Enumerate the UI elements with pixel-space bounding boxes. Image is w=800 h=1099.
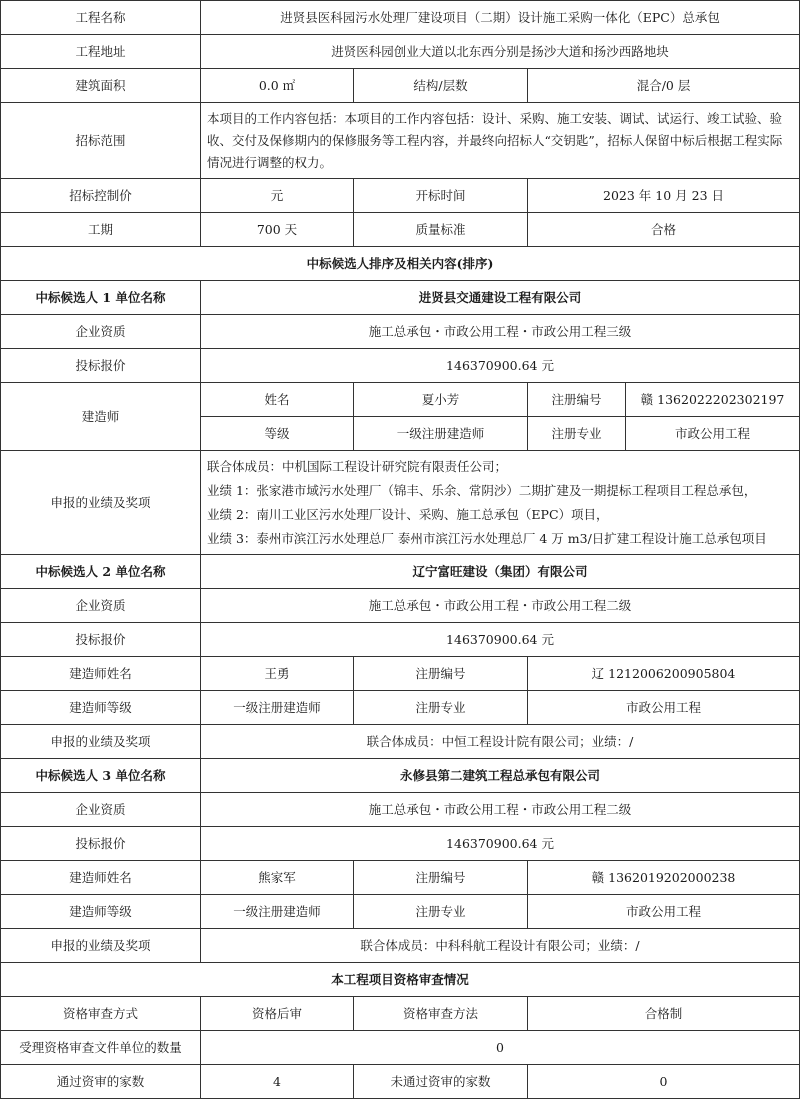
candidate1-reg-no: 赣 1362022202302197: [626, 383, 800, 417]
candidate3-major: 市政公用工程: [528, 895, 800, 929]
candidate3-bid-label: 投标报价: [1, 827, 201, 861]
area-value: 0.0 ㎡: [201, 69, 354, 103]
area-row: [1, 69, 800, 103]
candidate2-reg-no: 辽 1212006200905804: [528, 657, 800, 691]
candidate3-qual-label: 企业资质: [1, 793, 201, 827]
candidate2-perf-label: 申报的业绩及奖项: [1, 725, 201, 759]
project-name-row: [1, 1, 800, 35]
candidate2-major-label: 注册专业: [354, 691, 528, 725]
candidate1-perf-line: 业绩 2：南川工业区污水处理厂设计、采购、施工总承包（EPC）项目，: [207, 506, 609, 522]
candidate1-title-label: 中标候选人 1 单位名称: [1, 281, 201, 315]
candidate2-bid-label: 投标报价: [1, 623, 201, 657]
candidate2-qual-label: 企业资质: [1, 589, 201, 623]
area-label: 建筑面积: [1, 69, 201, 103]
review-header: 本工程项目资格审查情况: [1, 963, 800, 997]
candidate1-qual-label: 企业资质: [1, 315, 201, 349]
candidate3-grade-label: 建造师等级: [1, 895, 201, 929]
review-method-label: 资格审查方法: [354, 997, 528, 1031]
candidate1-bid-label: 投标报价: [1, 349, 201, 383]
candidate3-bid: 146370900.64 元: [201, 827, 800, 861]
candidate2-perf-row: [1, 725, 800, 759]
candidate2-builder-name: 王勇: [201, 657, 354, 691]
candidate1-perf: [201, 451, 800, 555]
candidate2-bid: 146370900.64 元: [201, 623, 800, 657]
candidate1-name-label: 姓名: [201, 383, 354, 417]
candidate1-builder-name: 夏小芳: [354, 383, 528, 417]
review-mode-label: 资格审查方式: [1, 997, 201, 1031]
project-name-label: 工程名称: [1, 1, 201, 35]
candidate1-bid-row: [1, 349, 800, 383]
review-received: 0: [201, 1031, 800, 1065]
review-passed-label: 通过资审的家数: [1, 1065, 201, 1099]
candidate3-reg-no: 赣 1362019202000238: [528, 861, 800, 895]
candidate3-builder-name-label: 建造师姓名: [1, 861, 201, 895]
review-received-row: [1, 1031, 800, 1065]
open-time-label: 开标时间: [354, 179, 528, 213]
candidate3-title-label: 中标候选人 3 单位名称: [1, 759, 201, 793]
review-passed: 4: [201, 1065, 354, 1099]
candidate3-perf-row: [1, 929, 800, 963]
candidate1-major: 市政公用工程: [626, 417, 800, 451]
review-failed: 0: [528, 1065, 800, 1099]
quality-value: 合格: [528, 213, 800, 247]
review-mode-row: [1, 997, 800, 1031]
candidate3-grade-row: [1, 895, 800, 929]
candidate1-major-label: 注册专业: [528, 417, 626, 451]
candidate2-perf: 联合体成员：中恒工程设计院有限公司；业绩：/: [201, 725, 800, 759]
project-address-label: 工程地址: [1, 35, 201, 69]
candidate1-perf-row: [1, 451, 800, 555]
candidate1-perf-line: 联合体成员：中机国际工程设计研究院有限责任公司；: [207, 458, 508, 474]
candidate3-qualification: 施工总承包・市政公用工程・市政公用工程二级: [201, 793, 800, 827]
candidate3-major-label: 注册专业: [354, 895, 528, 929]
candidate1-reg-label: 注册编号: [528, 383, 626, 417]
candidate3-title-row: [1, 759, 800, 793]
period-row: [1, 213, 800, 247]
project-address-value: 进贤医科园创业大道以北东西分别是扬沙大道和扬沙西路地块: [201, 35, 800, 69]
candidate3-qual-row: [1, 793, 800, 827]
candidate3-reg-label: 注册编号: [354, 861, 528, 895]
candidate2-qualification: 施工总承包・市政公用工程・市政公用工程二级: [201, 589, 800, 623]
price-row: [1, 179, 800, 213]
review-received-label: 受理资格审查文件单位的数量: [1, 1031, 201, 1065]
candidate3-builder-name: 熊家军: [201, 861, 354, 895]
structure-label: 结构/层数: [354, 69, 528, 103]
candidate1-title-row: [1, 281, 800, 315]
candidate1-perf-label: 申报的业绩及奖项: [1, 451, 201, 555]
candidate1-perf-line: 业绩 1：张家港市域污水处理厂（锦丰、乐余、常阴沙）二期扩建及一期提标工程项目工程总承包，: [207, 482, 757, 498]
candidate2-company: 辽宁富旺建设（集团）有限公司: [201, 555, 800, 589]
candidate1-grade-label: 等级: [201, 417, 354, 451]
candidate3-company: 永修县第二建筑工程总承包有限公司: [201, 759, 800, 793]
open-time-value: 2023 年 10 月 23 日: [528, 179, 800, 213]
price-value: 元: [201, 179, 354, 213]
candidate3-grade: 一级注册建造师: [201, 895, 354, 929]
candidate3-bid-row: [1, 827, 800, 861]
candidate2-title-label: 中标候选人 2 单位名称: [1, 555, 201, 589]
candidate1-qual-row: [1, 315, 800, 349]
scope-value: 本项目的工作内容包括：本项目的工作内容包括：设计、采购、施工安装、调试、试运行、竣工试验、验收、交付及保修期内的保修服务等工程内容，并最终向招标人“交钥匙”，招标人保留中标后根据工程实际情况进行调整的权力。: [201, 103, 800, 179]
quality-label: 质量标准: [354, 213, 528, 247]
review-failed-label: 未通过资审的家数: [354, 1065, 528, 1099]
candidate1-grade: 一级注册建造师: [354, 417, 528, 451]
candidate1-company: 进贤县交通建设工程有限公司: [201, 281, 800, 315]
candidate1-perf-line: 业绩 3：泰州市滨江污水处理总厂 泰州市滨江污水处理总厂 4 万 m3/日扩建工程设计施工总承包项目: [207, 530, 767, 546]
candidate2-grade-row: [1, 691, 800, 725]
candidate2-title-row: [1, 555, 800, 589]
candidate1-bid: 146370900.64 元: [201, 349, 800, 383]
review-passed-row: [1, 1065, 800, 1099]
candidate2-reg-label: 注册编号: [354, 657, 528, 691]
period-value: 700 天: [201, 213, 354, 247]
price-label: 招标控制价: [1, 179, 201, 213]
candidates-header-row: [1, 247, 800, 281]
review-method: 合格制: [528, 997, 800, 1031]
candidate2-qual-row: [1, 589, 800, 623]
project-address-row: [1, 35, 800, 69]
scope-row: [1, 103, 800, 179]
scope-label: 招标范围: [1, 103, 201, 179]
candidate3-perf-label: 申报的业绩及奖项: [1, 929, 201, 963]
candidate1-builder-label: 建造师: [1, 383, 201, 451]
candidate2-bid-row: [1, 623, 800, 657]
review-mode: 资格后审: [201, 997, 354, 1031]
candidate2-builder-name-label: 建造师姓名: [1, 657, 201, 691]
candidate3-builder-row: [1, 861, 800, 895]
candidate3-perf: 联合体成员：中科科航工程设计有限公司；业绩：/: [201, 929, 800, 963]
structure-value: 混合/0 层: [528, 69, 800, 103]
candidate2-major: 市政公用工程: [528, 691, 800, 725]
candidates-header: 中标候选人排序及相关内容(排序): [1, 247, 800, 281]
candidate1-qualification: 施工总承包・市政公用工程・市政公用工程三级: [201, 315, 800, 349]
candidate2-grade-label: 建造师等级: [1, 691, 201, 725]
period-label: 工期: [1, 213, 201, 247]
candidate1-builder-row: [1, 383, 800, 417]
candidate2-grade: 一级注册建造师: [201, 691, 354, 725]
candidate2-builder-row: [1, 657, 800, 691]
review-header-row: [1, 963, 800, 997]
project-name-value: 进贤县医科园污水处理厂建设项目（二期）设计施工采购一体化（EPC）总承包: [201, 1, 800, 35]
